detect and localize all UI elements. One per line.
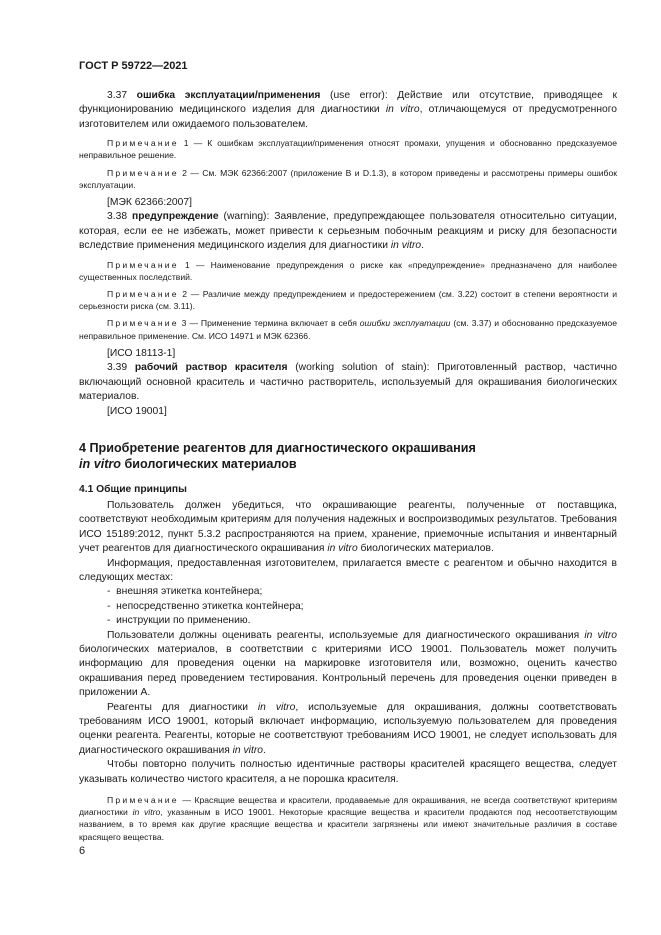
note-final: Примечание — Красящие вещества и красители, продаваемые для окрашивания, не всегда соответствуют критериям диагностики in vitro, указанным в ИСО 19001. Некоторые красящие вещества и красители продаются под несоответствующим названием, в то время как другие красящие вещества и красители загрязнены или имеют значительные различия в составе красящего вещества. — [79, 795, 617, 842]
reference-3-37: [МЭК 62366:2007] — [107, 197, 192, 209]
term-use-error: ошибка эксплуатации/применения — [136, 90, 321, 101]
paragraph-5: Чтобы повторно получить полностью идентичные растворы красителей красящего вещества, следует указывать количество чистого красителя, а не порошка красителя. — [79, 759, 617, 785]
note-3-38-3: Примечание 3 — Применение термина включает в себя ошибки эксплуатации (см. 3.37) и обоснованно предсказуемое неправильное применение. См. ИСО 14971 и МЭК 62366. — [79, 318, 617, 341]
page-number: 6 — [79, 845, 86, 857]
definition-3-39: 3.39 рабочий раствор красителя (working solution of stain): Приготовленный раствор, частично включающий основной краситель и частично растворитель, используемый для окрашивания биологических материалов. — [79, 362, 617, 403]
list-item: - непосредственно этикетка контейнера; — [107, 600, 617, 614]
note-3-38-1: Примечание 1 — Наименование предупреждения о риске как «предупреждение» предназначено для наиболее существенных последствий. — [79, 259, 617, 282]
term-warning: предупреждение — [132, 211, 219, 223]
list-item: - инструкции по применению. — [107, 614, 617, 628]
paragraph-4: Реагенты для диагностики in vitro, используемые для окрашивания, должны соответствовать требованиям ИСО 19001, который включает информацию, используемую пользователем для проведения оценки реагента. Реагенты, которые не соответствуют требованиям ИСО 19001, не следует использовать для диагностического окрашивания in vitro. — [79, 701, 617, 756]
reference-3-39: [ИСО 19001] — [107, 405, 167, 417]
paragraph-2: Информация, предоставленная изготовителем, прилагается вместе с реагентом и обычно находится в следующих местах: — [79, 557, 617, 583]
note-3-38-2: Примечание 2 — Различие между предупреждением и предостережением (см. 3.22) состоит в степени вероятности и серьезности риска (см. 3.11). — [79, 289, 617, 312]
page-content — [79, 89, 617, 843]
reference-3-38: [ИСО 18113-1] — [107, 347, 176, 359]
paragraph-3: Пользователи должны оценивать реагенты, используемые для диагностического окрашивания in vitro биологических материалов, в соответствии с критериями ИСО 19001. Пользователь может получить информацию для проведения оценки на маркировке изготовителя или, возможно, оценить качество окрашивания перед проведением тестирования. Контрольный перечень для проведения оценки приведен в приложении А. — [79, 629, 617, 699]
info-location-list — [79, 585, 617, 628]
subsection-4-1-title: 4.1 Общие принципы — [79, 483, 187, 495]
note-3-37-1: Примечание 1 — К ошибкам эксплуатации/применения относят промахи, упущения и обоснованно предсказуемое неправильное решение. — [79, 138, 617, 161]
paragraph-1: Пользователь должен убедиться, что окрашивающие реагенты, полученные от поставщика, соответствуют необходимым критериям для получения надежных и воспроизводимых результатов. Требования ИСО 15189:2012, пункт 5.3.2 распространяются на прием, хранение, приемочные испытания и инвентарный учет реагентов для диагностического окрашивания in vitro биологических материалов. — [79, 499, 617, 555]
list-item: - внешняя этикетка контейнера; — [107, 585, 617, 599]
document-header: ГОСТ Р 59722—2021 — [79, 60, 188, 72]
definition-3-37: 3.37 ошибка эксплуатации/применения (use error): Действие или отсутствие, приводящее к функционированию медицинского изделия для диагностики in vitro, отличающемуся от предусмотренного изготовителем или ожидаемого пользователем. — [79, 90, 618, 130]
term-working-solution: рабочий раствор красителя — [134, 362, 288, 374]
note-3-37-2: Примечание 2 — См. МЭК 62366:2007 (приложение В и D.1.3), в котором приведены и рассмотрены примеры ошибок эксплуатации. — [79, 167, 617, 190]
definition-3-38: 3.38 предупреждение (warning): Заявление, предупреждающее пользователя относительно ситуации, которая, если ее не избежать, может привести к серьезным побочным реакциям и риску для безопасности вследствие применения медицинского изделия для диагностики in vitro. — [79, 211, 617, 252]
section-4-title: 4 Приобретение реагентов для диагностического окрашивания in vitro биологических материалов — [79, 440, 476, 471]
